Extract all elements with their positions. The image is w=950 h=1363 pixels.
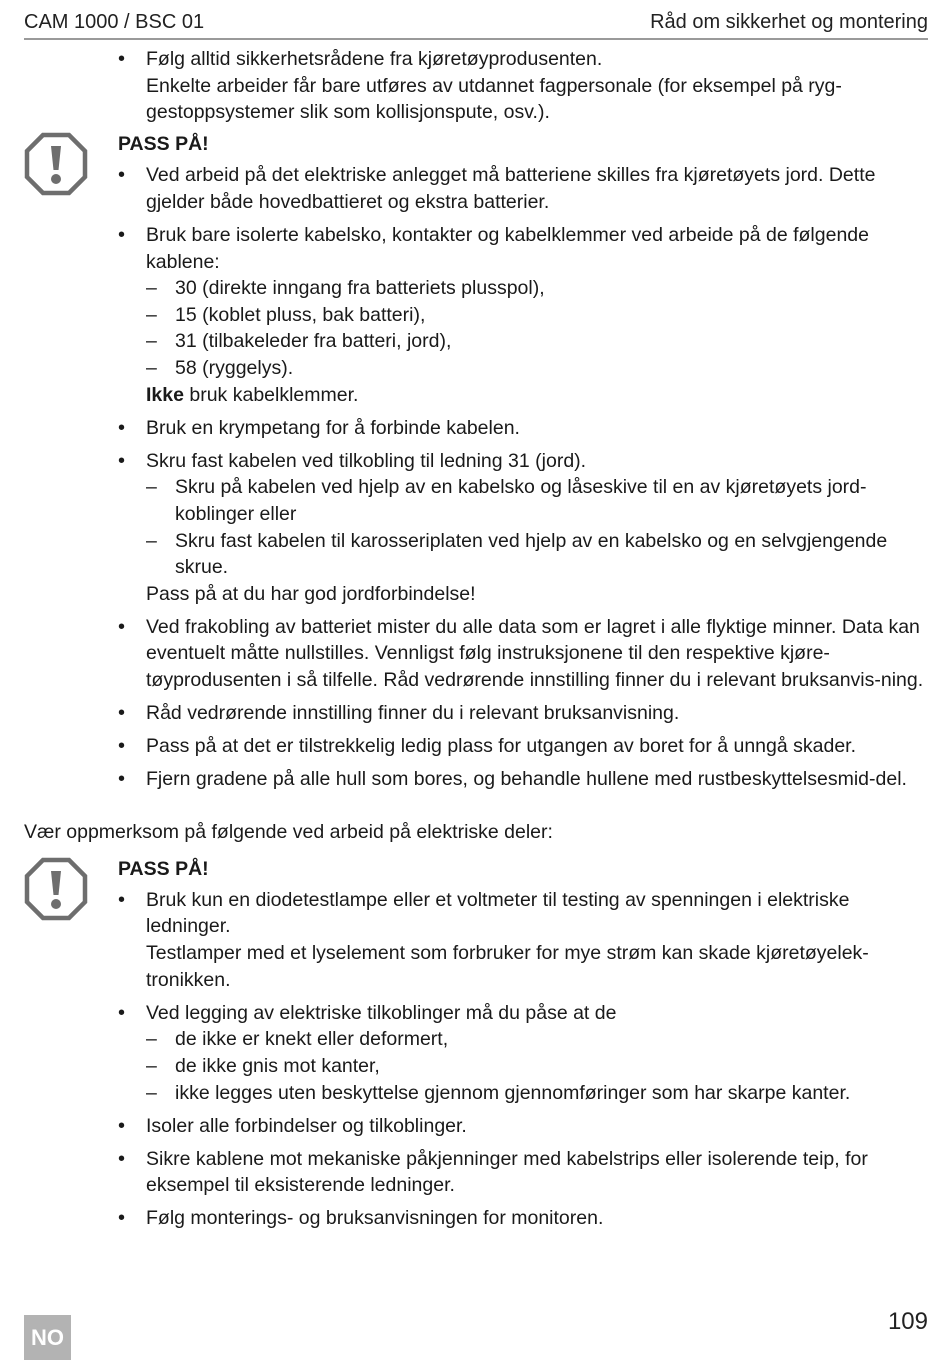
item-text: Fjern gradene på alle hull som bores, og behandle hullene med rustbeskyttelsesmid-del. [146,768,907,791]
test-lamp-note: Testlamper med et lyselement som forbruker for mye strøm kan skade kjøretøyelek-tronikken. [146,942,869,991]
list-item [116,700,928,727]
warning-icon [24,132,88,196]
list-item [116,162,928,215]
item-text: Bruk en krympetang for å forbinde kabelen. [146,416,520,439]
item-text: Bruk kun en diodetestlampe eller et voltmeter til testing av spenningen i elektriske ledninger. [146,888,850,938]
intro-list [116,46,928,126]
note-text: bruk kabelklemmer. [183,383,359,406]
list-item [116,415,928,442]
item-text: Pass på at det er tilstrekkelig ledig plass for utgangen av boret for å unngå skader. [146,735,857,758]
sub-list-item: – 15 (koblet pluss, bak batteri), [146,302,928,329]
sub-list-item: – de ikke gnis mot kanter, [146,1053,928,1080]
item-text: Sikre kablene mot mekaniske påkjenninger med kabelstrips eller isolerende teip, for eksempel til eksisterende ledninger. [146,1147,868,1197]
sub-list-item: – de ikke er knekt eller deformert, [146,1026,928,1053]
item-text: Ved arbeid på det elektriske anlegget må batteriene skilles fra kjøretøyets jord. Dette gjelder både hovedbattieret og ekstra batterier. [146,164,876,213]
item-text: Følg monterings- og bruksanvisningen for monitoren. [146,1207,604,1230]
list-item [116,1113,928,1140]
ground-note: Pass på at du har god jordforbindelse! [146,582,476,605]
page-number: 109 [887,1308,928,1335]
list-item [116,766,928,793]
cable-clamp-note [146,382,928,409]
notice-title: PASS PÅ! [118,133,209,156]
page-header [24,6,928,40]
notice-block-1 [0,132,950,793]
list-item [116,614,928,694]
sub-list-item: – Skru på kabelen ved hjelp av en kabelsko og låseskive til en av kjøretøyets jord-koblinger eller [146,474,928,527]
list-item [116,887,928,993]
sub-list-item: – 31 (tilbakeleder fra batteri, jord), [146,328,928,355]
notice-title: PASS PÅ! [118,857,209,880]
text-line: Enkelte arbeider får bare utføres av utdannet fagpersonale (for eksempel på ryg- [146,74,842,97]
sub-list [146,275,928,381]
list-item [116,46,928,126]
text-line: gestoppsystemer slik som kollisjonspute, osv.). [146,101,550,124]
notice-2-list [116,887,928,1232]
notice-block-2 [0,857,950,1232]
notice-1-list [116,162,928,793]
list-item [116,448,928,608]
item-text: Råd vedrørende innstilling finner du i relevant bruksanvisning. [146,702,680,725]
item-text: Ved frakobling av batteriet mister du alle data som er lagret i alle flyktige minner. Data kan eventuelt måtte nullstilles. Vennligst følg instruksjonene til den respektive kjøre-tøyprodusenten i så tilfelle. Råd vedrørende innstilling finner du i relevant bruksanvis-ning. [146,615,924,691]
intro-paragraph: Vær oppmerksom på følgende ved arbeid på elektriske deler: [24,820,553,843]
language-badge: NO [24,1315,71,1360]
item-text: Bruk bare isolerte kabelsko, kontakter og kabelklemmer ved arbeide på de følgende kablene: [146,223,869,273]
sub-list-item: – ikke legges uten beskyttelse gjennom gjennomføringer som har skarpe kanter. [146,1080,928,1107]
list-item [116,1146,928,1199]
header-section-title: Råd om sikkerhet og montering [650,10,928,33]
header-product-title: CAM 1000 / BSC 01 [24,10,205,33]
sub-list [146,1026,928,1106]
list-item [116,1000,928,1106]
emphasis-text: Ikke [146,383,184,406]
warning-icon [24,857,88,921]
item-text: Isoler alle forbindelser og tilkoblinger. [146,1114,467,1137]
list-item [116,222,928,408]
page-content [0,46,950,1238]
item-text: Skru fast kabelen ved tilkobling til ledning 31 (jord). [146,449,587,472]
sub-list-item: – 30 (direkte inngang fra batteriets plusspol), [146,275,928,302]
sub-list [146,474,928,580]
sub-list-item: – Skru fast kabelen til karosseriplaten ved hjelp av en kabelsko og en selvgjengende skrue. [146,528,928,581]
list-item [116,733,928,760]
item-text: Ved legging av elektriske tilkoblinger må du påse at de [146,1001,617,1024]
list-item [116,1205,928,1232]
sub-list-item: – 58 (ryggelys). [146,355,928,382]
text-line: • Følg alltid sikkerhetsrådene fra kjøretøyprodusenten. [146,48,603,70]
